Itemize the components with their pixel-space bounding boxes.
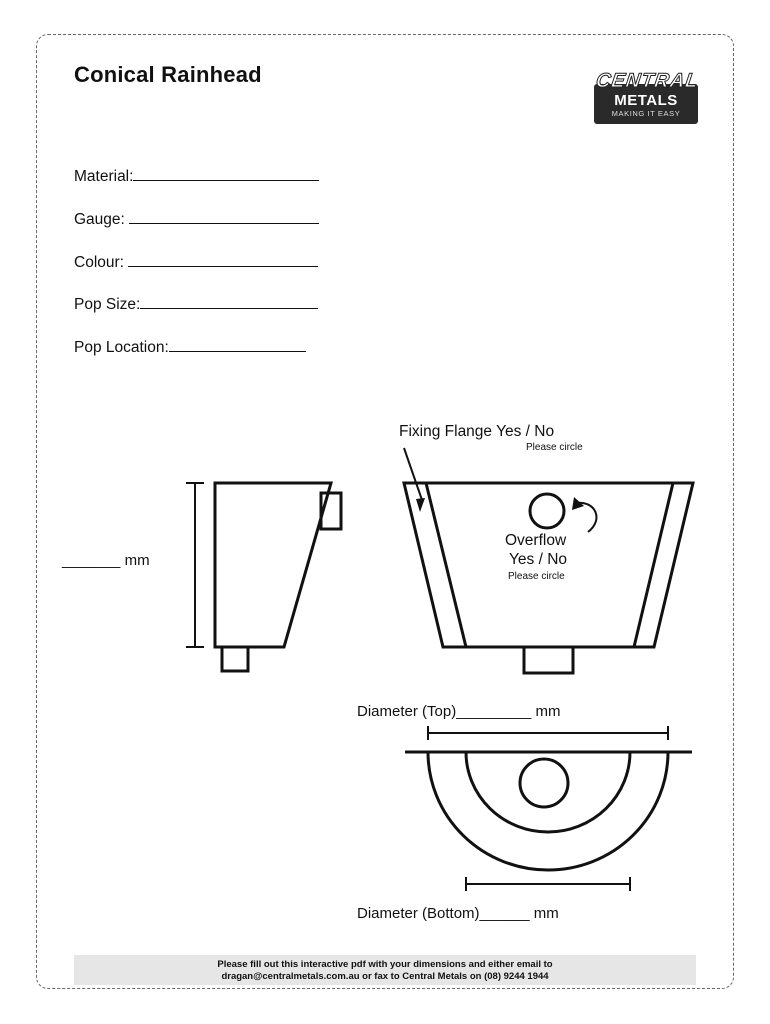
overflow-title: Overflow (505, 532, 567, 549)
pop-size-label: Pop Size: (74, 296, 141, 313)
plan-view-drawing (405, 752, 692, 870)
pop-location-label: Pop Location: (74, 339, 169, 356)
footer-line-1: Please fill out this interactive pdf with your dimensions and either email to (217, 959, 553, 970)
logo-tagline: MAKING IT EASY (611, 109, 681, 118)
diameter-top-text: Diameter (Top) (357, 703, 457, 720)
logo-top-text: CENTRAL (594, 70, 701, 92)
flange-arrowhead (416, 498, 425, 512)
diameter-top-blank[interactable]: _________ (456, 703, 532, 720)
height-dimension-label[interactable] (62, 552, 150, 569)
diameter-bottom-text: Diameter (Bottom) (357, 905, 480, 922)
side-view-drawing (186, 483, 341, 671)
fixing-flange-note: Please circle (526, 442, 583, 453)
diameter-top-label[interactable] (357, 703, 560, 720)
height-unit: mm (124, 552, 150, 569)
colour-label: Colour: (74, 254, 124, 271)
footer-line-2: dragan@centralmetals.com.au or fax to Central Metals on (08) 9244 1944 (221, 971, 549, 982)
diameter-bottom-label[interactable] (357, 905, 559, 922)
fixing-flange-label: Fixing Flange Yes / No (399, 423, 555, 440)
diameter-bottom-blank[interactable]: ______ (479, 905, 530, 922)
diameter-bottom-unit: mm (533, 905, 559, 922)
overflow-note: Please circle (508, 571, 565, 582)
footer-instructions (74, 955, 696, 985)
page-title: Conical Rainhead (74, 62, 262, 87)
logo-main-text: METALS (614, 92, 678, 109)
height-blank[interactable]: _______ (62, 552, 121, 569)
gauge-label: Gauge: (74, 211, 125, 228)
material-label: Material: (74, 168, 134, 185)
overflow-options: Yes / No (509, 551, 568, 568)
diameter-top-unit: mm (535, 703, 561, 720)
